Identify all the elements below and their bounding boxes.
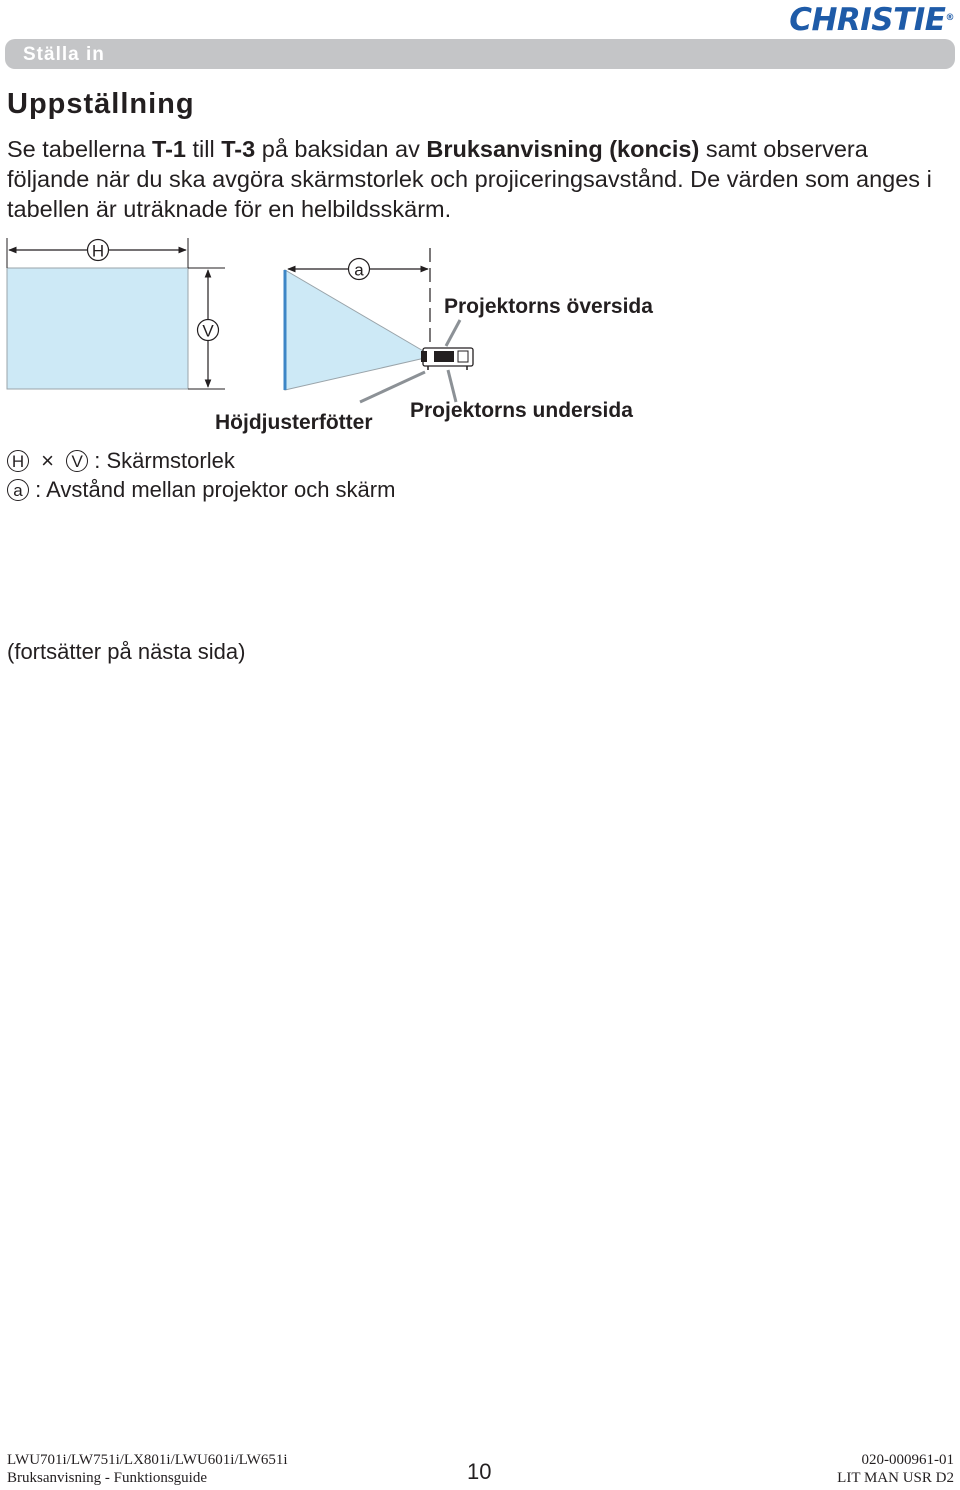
footer-models: LWU701i/LW751i/LX801i/LWU601i/LW651i [7, 1452, 288, 1468]
continued-note: (fortsätter på nästa sida) [7, 639, 246, 664]
pointer-feet [360, 372, 425, 402]
footer-right [837, 1451, 954, 1487]
table-ref-t1: T-1 [152, 136, 186, 162]
label-adjuster-feet: Höjdjusterfötter [215, 411, 373, 434]
setup-diagram [0, 230, 700, 440]
manual-ref: Bruksanvisning (koncis) [426, 136, 700, 162]
screen-front [7, 268, 188, 389]
projection-beam [285, 270, 425, 390]
footer-lit: LIT MAN USR D2 [837, 1470, 954, 1486]
pointer-bottom-side [448, 370, 456, 402]
label-projector-bottom: Projektorns undersida [410, 399, 633, 422]
legend-distance: a : Avstånd mellan projektor och skärm [7, 477, 395, 503]
label-projector-top: Projektorns översida [444, 295, 653, 318]
legend-screen-size: H × V : Skärmstorlek [7, 448, 235, 474]
table-ref-t3: T-3 [221, 136, 256, 162]
legend-a-symbol: a [7, 479, 29, 501]
legend-v-symbol: V [66, 450, 88, 472]
christie-logo: CHRISTIE® [789, 2, 954, 38]
label-v: V [202, 321, 214, 341]
label-a: a [354, 260, 364, 280]
legend-h-symbol: H [7, 450, 29, 472]
footer-guide: Bruksanvisning - Funktionsguide [7, 1470, 208, 1486]
pointer-top-side [446, 320, 460, 346]
label-h: H [91, 241, 105, 261]
section-header-bar [5, 39, 955, 69]
page-number: 10 [467, 1459, 492, 1484]
intro-paragraph: Se tabellerna T-1 till T-3 på baksidan av Bruksanvisning (koncis) samt observera följande när du ska avgöra skärmstorlek och projiceringsavstånd. De värden som anges i tabellen är uträknade för en helbildsskärm. [7, 136, 932, 222]
projector-side-view [421, 348, 473, 370]
section-title: Ställa in [23, 44, 105, 65]
page-title: Uppställning [7, 88, 195, 120]
footer-doc-number: 020-000961-01 [861, 1452, 954, 1468]
footer-left [7, 1451, 288, 1487]
